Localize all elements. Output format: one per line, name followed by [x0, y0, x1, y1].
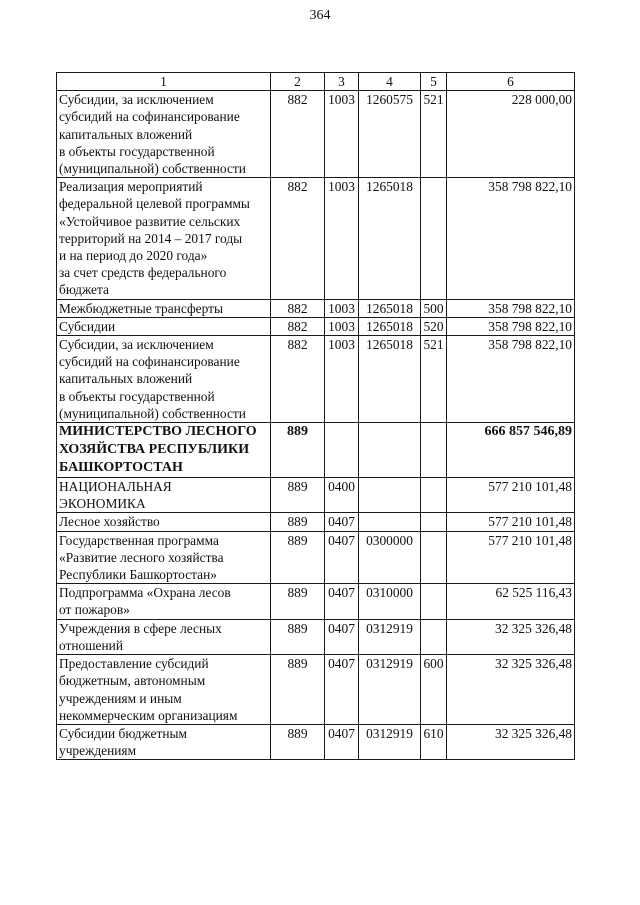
row-expense-type: 521 [421, 91, 447, 178]
table-row [57, 91, 575, 178]
row-name-line: ЭКОНОМИКА [59, 496, 146, 512]
row-expense-type [421, 178, 447, 299]
row-name-line: Республики Башкортостан» [59, 567, 217, 583]
row-name [57, 336, 271, 423]
row-expense-type [421, 478, 447, 513]
row-amount: 577 210 101,48 [447, 531, 575, 584]
header-col-3: 3 [325, 73, 359, 91]
row-name-line: федеральной целевой программы [59, 196, 250, 212]
row-section-code: 1003 [325, 317, 359, 335]
row-name-line: бюджета [59, 282, 109, 298]
row-amount: 358 798 822,10 [447, 299, 575, 317]
row-ministry-code: 882 [271, 178, 325, 299]
row-ministry-code: 889 [271, 531, 325, 584]
row-name-line: Учреждения в сфере лесных [59, 620, 222, 636]
row-expense-type: 500 [421, 299, 447, 317]
row-ministry-code: 882 [271, 91, 325, 178]
row-name-line: «Устойчивое развитие сельских [59, 213, 241, 229]
row-target-code: 1265018 [359, 317, 421, 335]
row-amount: 62 525 116,43 [447, 584, 575, 619]
header-col-6: 6 [447, 73, 575, 91]
row-target-code: 0312919 [359, 655, 421, 725]
row-ministry-code: 889 [271, 478, 325, 513]
table-row [57, 531, 575, 584]
row-section-code: 1003 [325, 299, 359, 317]
row-name [57, 478, 271, 513]
table-body [57, 91, 575, 760]
row-expense-type: 600 [421, 655, 447, 725]
row-name [57, 584, 271, 619]
row-amount: 228 000,00 [447, 91, 575, 178]
row-name [57, 724, 271, 759]
row-name-line: учреждениям и иным [59, 690, 182, 706]
row-target-code: 1265018 [359, 299, 421, 317]
row-amount: 358 798 822,10 [447, 317, 575, 335]
row-section-code: 1003 [325, 91, 359, 178]
row-name-line: Субсидии бюджетным [59, 725, 187, 741]
row-section-code: 0407 [325, 619, 359, 654]
row-name-line: Государственная программа [59, 532, 219, 548]
row-ministry-code: 889 [271, 724, 325, 759]
budget-table [56, 72, 575, 760]
row-amount: 358 798 822,10 [447, 178, 575, 299]
table-row [57, 478, 575, 513]
row-name-line: БАШКОРТОСТАН [59, 460, 183, 476]
row-amount: 577 210 101,48 [447, 478, 575, 513]
row-name-line: МИНИСТЕРСТВО ЛЕСНОГО [59, 424, 257, 440]
row-name-line: некоммерческим организациям [59, 707, 238, 723]
row-name-line: (муниципальной) собственности [59, 405, 246, 421]
table-row [57, 336, 575, 423]
row-ministry-code: 889 [271, 584, 325, 619]
row-name [57, 178, 271, 299]
row-expense-type: 610 [421, 724, 447, 759]
row-section-code: 0400 [325, 478, 359, 513]
row-name-line: за счет средств федерального [59, 265, 227, 281]
row-name-line: «Развитие лесного хозяйства [59, 549, 224, 565]
row-amount: 577 210 101,48 [447, 513, 575, 531]
header-col-2: 2 [271, 73, 325, 91]
row-section-code [325, 423, 359, 478]
row-amount: 32 325 326,48 [447, 655, 575, 725]
row-ministry-code: 889 [271, 655, 325, 725]
row-name-line: Предоставление субсидий [59, 656, 209, 672]
row-amount: 32 325 326,48 [447, 619, 575, 654]
row-name-line: НАЦИОНАЛЬНАЯ [59, 479, 172, 495]
row-name [57, 513, 271, 531]
row-name-line: (муниципальной) собственности [59, 161, 246, 177]
row-expense-type [421, 513, 447, 531]
row-expense-type: 521 [421, 336, 447, 423]
table-row [57, 724, 575, 759]
header-col-4: 4 [359, 73, 421, 91]
row-name-line: Лесное хозяйство [59, 514, 160, 530]
row-target-code [359, 423, 421, 478]
page-number: 364 [309, 8, 331, 23]
row-target-code: 0300000 [359, 531, 421, 584]
row-amount: 666 857 546,89 [447, 423, 575, 478]
row-expense-type [421, 423, 447, 478]
row-expense-type [421, 531, 447, 584]
table-row [57, 513, 575, 531]
row-name-line: Реализация мероприятий [59, 179, 203, 195]
row-name-line: бюджетным, автономным [59, 673, 206, 689]
row-target-code: 1260575 [359, 91, 421, 178]
row-target-code: 0312919 [359, 724, 421, 759]
row-name-line: ХОЗЯЙСТВА РЕСПУБЛИКИ [59, 442, 250, 458]
row-expense-type [421, 619, 447, 654]
row-name-line: Межбюджетные трансферты [59, 300, 223, 316]
row-name-line: в объекты государственной [59, 143, 215, 159]
row-name [57, 91, 271, 178]
row-target-code: 0312919 [359, 619, 421, 654]
header-col-5: 5 [421, 73, 447, 91]
row-section-code: 1003 [325, 178, 359, 299]
row-name-line: и на период до 2020 года» [59, 248, 208, 264]
row-target-code [359, 513, 421, 531]
row-expense-type [421, 584, 447, 619]
row-name-line: Подпрограмма «Охрана лесов [59, 585, 231, 601]
header-col-1: 1 [57, 73, 271, 91]
table-row [57, 423, 575, 478]
row-name-line: от пожаров» [59, 602, 130, 618]
row-name-line: в объекты государственной [59, 388, 215, 404]
row-name [57, 423, 271, 478]
row-ministry-code: 882 [271, 336, 325, 423]
row-ministry-code: 882 [271, 299, 325, 317]
row-name [57, 531, 271, 584]
row-name-line: отношений [59, 637, 123, 653]
table-row [57, 317, 575, 335]
row-section-code: 0407 [325, 513, 359, 531]
row-target-code: 0310000 [359, 584, 421, 619]
row-section-code: 0407 [325, 584, 359, 619]
row-expense-type: 520 [421, 317, 447, 335]
row-name-line: территорий на 2014 – 2017 годы [59, 230, 243, 246]
row-name-line: Субсидии, за исключением [59, 337, 214, 353]
row-ministry-code: 889 [271, 619, 325, 654]
row-name-line: субсидий на софинансирование [59, 109, 240, 125]
row-target-code: 1265018 [359, 336, 421, 423]
row-ministry-code: 882 [271, 317, 325, 335]
row-amount: 358 798 822,10 [447, 336, 575, 423]
table-row [57, 178, 575, 299]
row-name [57, 317, 271, 335]
row-name-line: капитальных вложений [59, 371, 193, 387]
table-header-row [57, 73, 575, 91]
table-row [57, 655, 575, 725]
row-name [57, 655, 271, 725]
row-name [57, 619, 271, 654]
table-row [57, 584, 575, 619]
table-row [57, 299, 575, 317]
row-ministry-code: 889 [271, 513, 325, 531]
row-section-code: 0407 [325, 655, 359, 725]
row-name-line: капитальных вложений [59, 126, 193, 142]
row-section-code: 1003 [325, 336, 359, 423]
row-name-line: субсидий на софинансирование [59, 354, 240, 370]
row-amount: 32 325 326,48 [447, 724, 575, 759]
table-row [57, 619, 575, 654]
row-section-code: 0407 [325, 724, 359, 759]
row-name-line: учреждениям [59, 743, 137, 759]
row-name-line: Субсидии [59, 318, 116, 334]
row-name [57, 299, 271, 317]
row-target-code: 1265018 [359, 178, 421, 299]
row-name-line: Субсидии, за исключением [59, 92, 214, 108]
row-target-code [359, 478, 421, 513]
row-section-code: 0407 [325, 531, 359, 584]
row-ministry-code: 889 [271, 423, 325, 478]
